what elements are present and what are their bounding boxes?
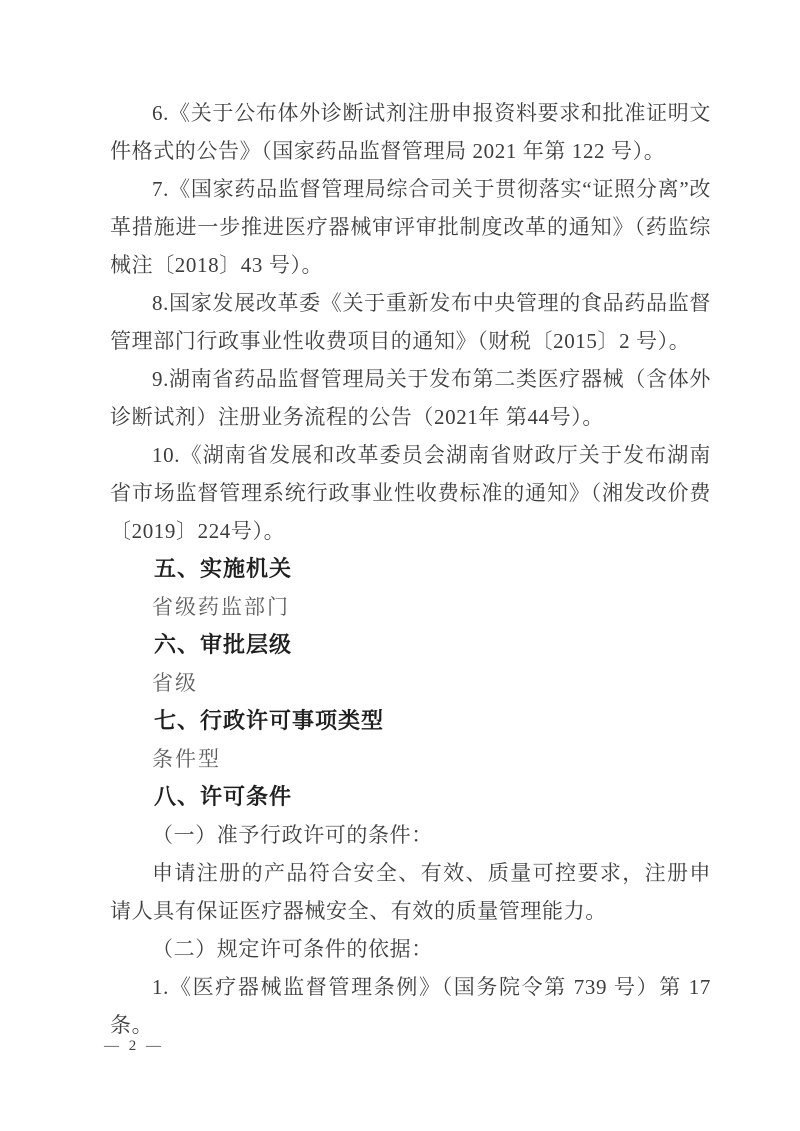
subsection-conditions-title: （一）准予行政许可的条件： xyxy=(152,823,433,847)
regulation-item-8: 8.国家发展改革委《关于重新发布中央管理的食品药品监督管理部门行政事业性收费项目的通知》（财税〔2015〕2 号）。 xyxy=(110,291,711,353)
section-heading-license-conditions: 八、许可条件 xyxy=(154,784,293,809)
page-number: — 2 — xyxy=(104,1038,164,1054)
document-body xyxy=(110,94,711,1044)
section-heading-implementing-agency: 五、实施机关 xyxy=(154,556,293,581)
section-heading-license-item-type: 七、行政许可事项类型 xyxy=(154,708,385,733)
subsection-basis-title: （二）规定许可条件的依据： xyxy=(152,937,433,961)
section-heading-approval-level: 六、审批层级 xyxy=(154,632,293,657)
conditions-body-text: 申请注册的产品符合安全、有效、质量可控要求，注册申请人具有保证医疗器械安全、有效的质量管理能力。 xyxy=(110,861,711,923)
regulation-item-6: 6.《关于公布体外诊断试剂注册申报资料要求和批准证明文件格式的公告》（国家药品监督管理局 2021 年第 122 号）。 xyxy=(110,101,711,163)
regulation-item-9: 9.湖南省药品监督管理局关于发布第二类医疗器械（含体外诊断试剂）注册业务流程的公告（2021年 第44号）。 xyxy=(110,367,711,429)
basis-item-1: 1.《医疗器械监督管理条例》（国务院令第 739 号）第 17 条。 xyxy=(110,975,711,1037)
section-value-license-item-type: 条件型 xyxy=(152,747,221,771)
section-value-approval-level: 省级 xyxy=(152,671,198,695)
regulation-item-7: 7.《国家药品监督管理局综合司关于贯彻落实“证照分离”改革措施进一步推进医疗器械审评审批制度改革的通知》（药监综械注〔2018〕43 号）。 xyxy=(110,177,711,277)
section-value-implementing-agency: 省级药监部门 xyxy=(152,595,290,619)
regulation-item-10: 10.《湖南省发展和改革委员会湖南省财政厅关于发布湖南省市场监督管理系统行政事业性收费标准的通知》（湘发改价费〔2019〕224号）。 xyxy=(110,443,711,543)
